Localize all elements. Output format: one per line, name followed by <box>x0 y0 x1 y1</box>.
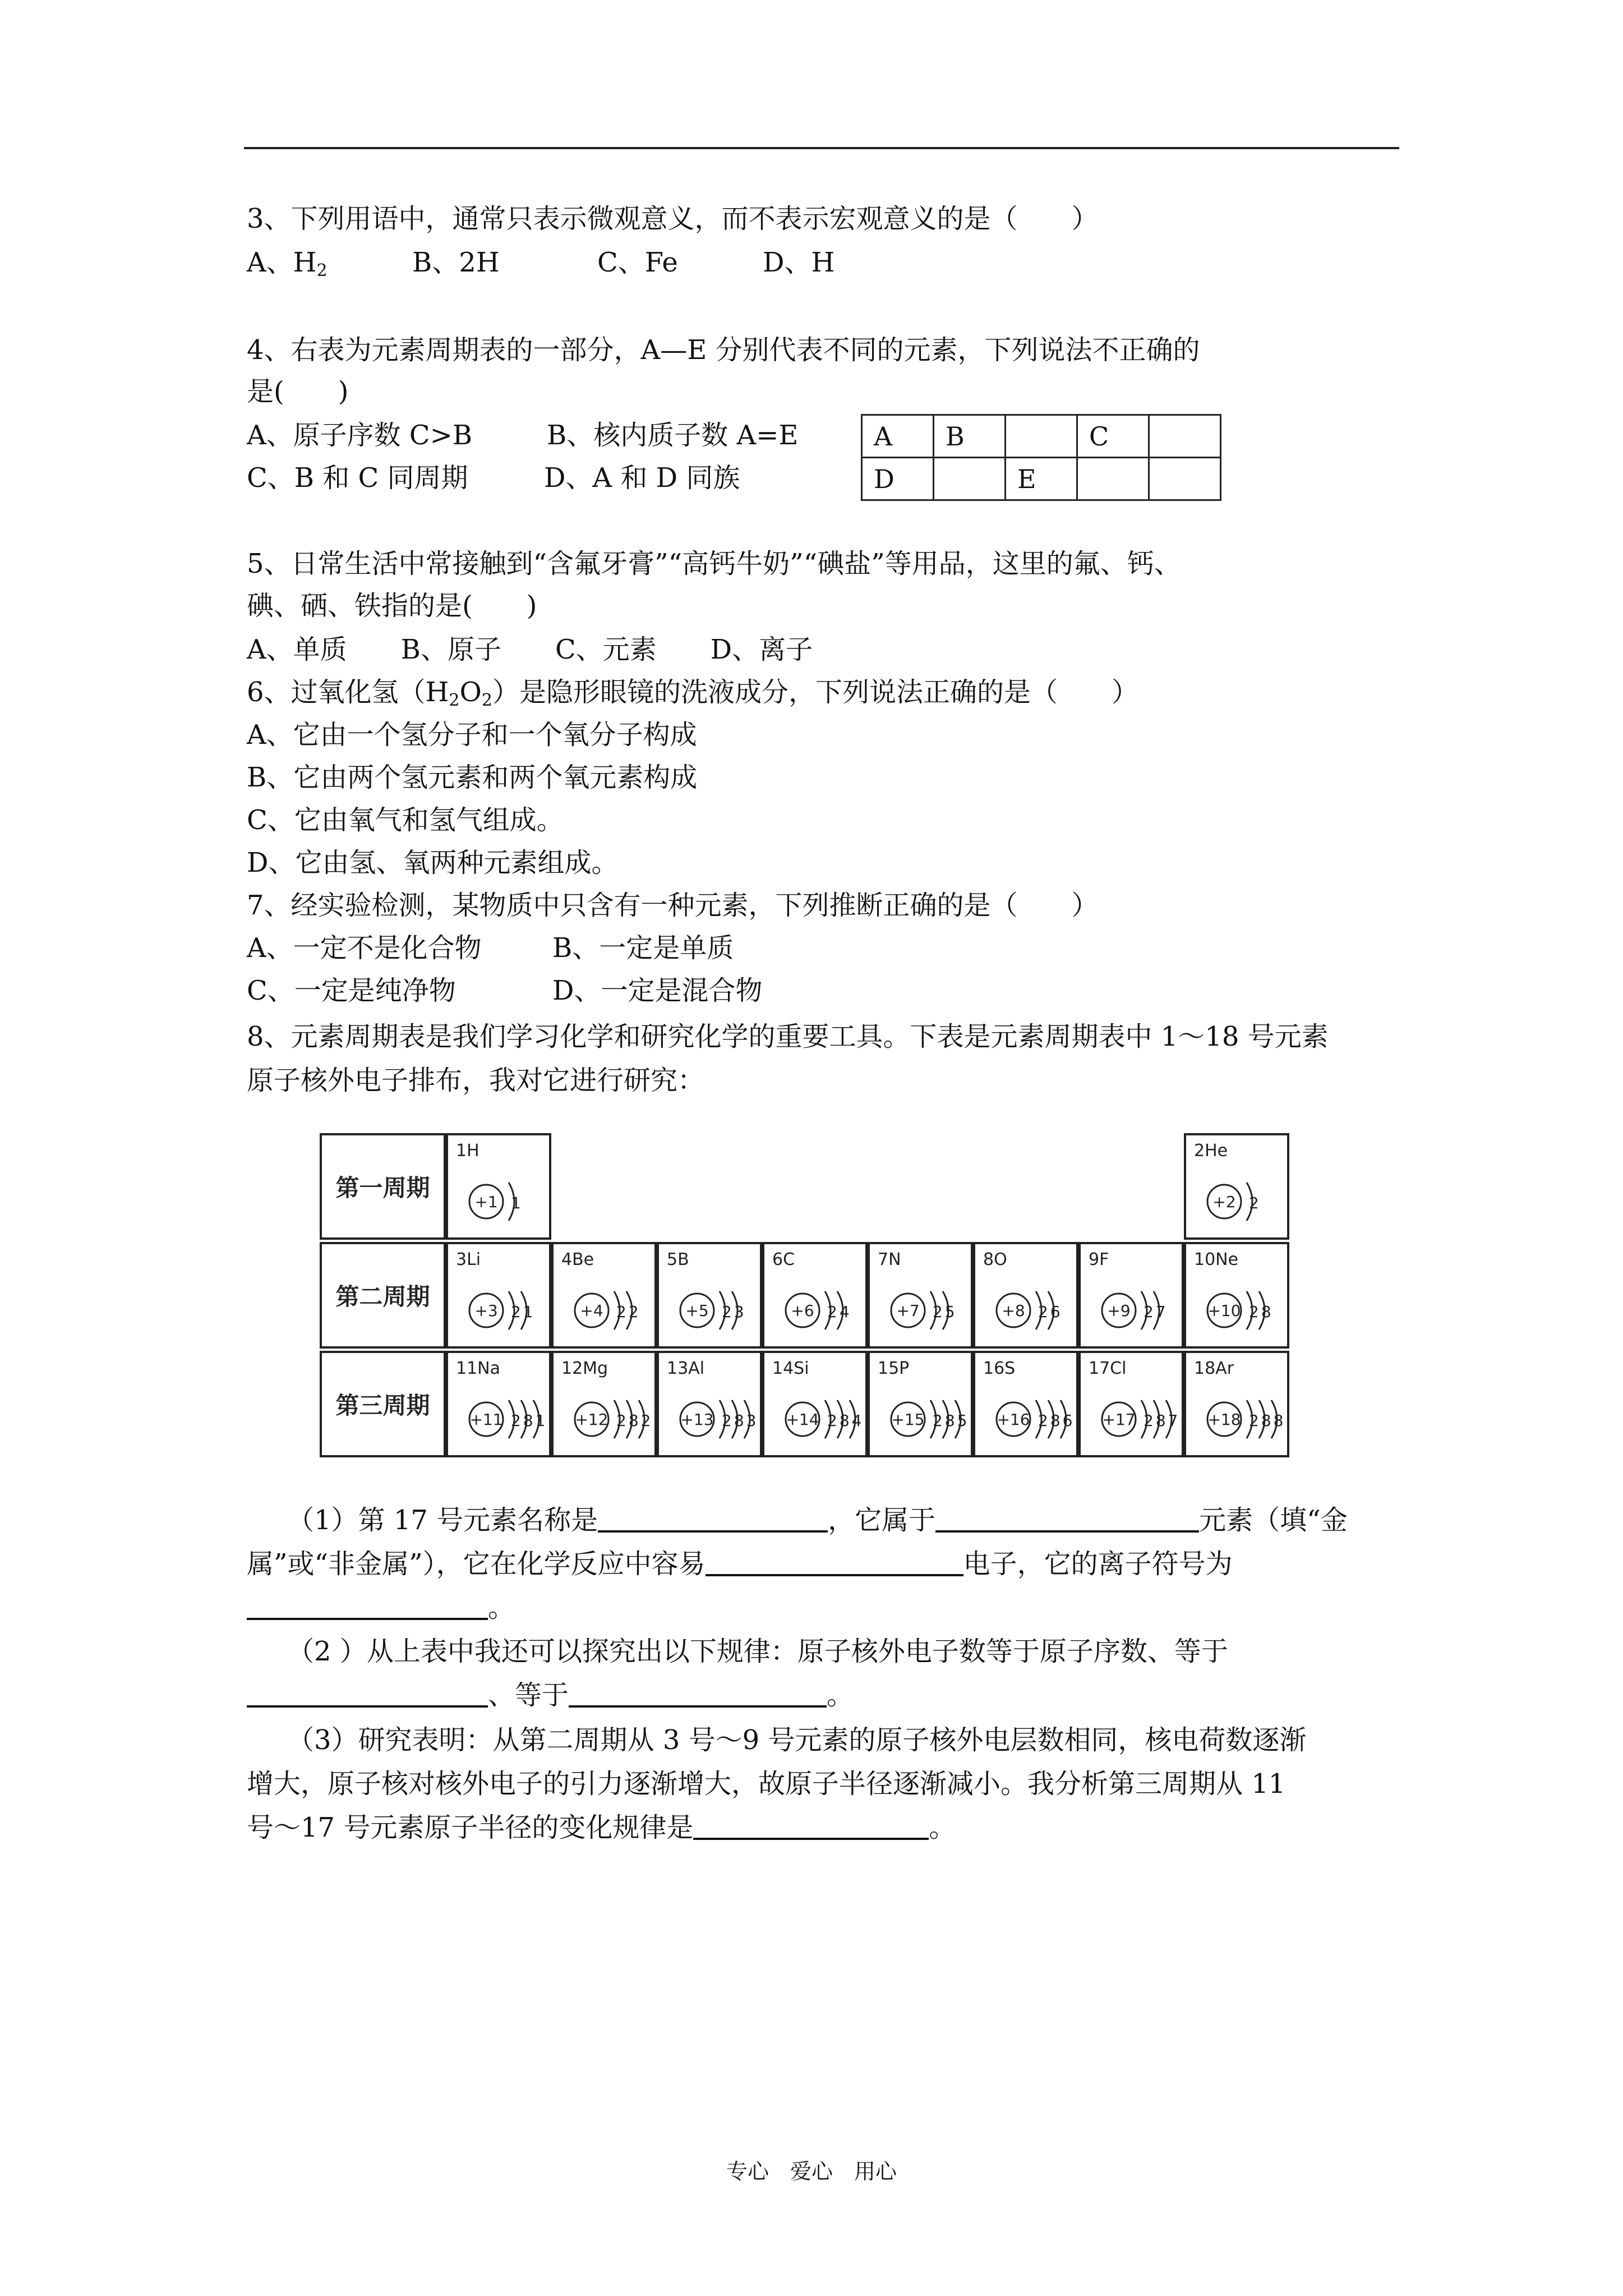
element-cell <box>551 1351 657 1457</box>
q3-option-d: D、H <box>763 247 835 278</box>
q4-periodic-table-excerpt <box>861 414 1221 501</box>
table-cell <box>1149 458 1221 500</box>
element-symbol: 11Na <box>456 1359 500 1378</box>
element-cell <box>657 1242 762 1349</box>
electron-counts: 22 <box>616 1303 641 1321</box>
nuclear-charge: +16 <box>997 1410 1030 1429</box>
nuclear-charge: +15 <box>891 1410 925 1429</box>
page-footer: 专心 爱心 用心 <box>726 2159 897 2184</box>
element-symbol: 3Li <box>456 1250 481 1269</box>
nuclear-charge: +17 <box>1102 1410 1136 1429</box>
q8-stem-line1: 8、元素周期表是我们学习化学和研究化学的重要工具。下表是元素周期表中 1～18 号元素 <box>247 1021 1329 1052</box>
electron-configuration-table <box>320 1133 1301 1458</box>
electron-counts: 24 <box>827 1303 852 1321</box>
element-symbol: 16S <box>983 1359 1016 1378</box>
q4-option-b: B、核内质子数 A=E <box>547 420 799 451</box>
nuclear-charge: +18 <box>1207 1410 1241 1429</box>
atom-structure-diagram <box>769 1270 864 1349</box>
q8-part3-line2: 增大，原子核对核外电子的引力逐渐增大，故原子半径逐渐减小。我分析第三周期从 11 <box>247 1768 1286 1800</box>
atom-structure-diagram <box>1191 1379 1286 1457</box>
electron-counts: 288 <box>1249 1411 1286 1430</box>
q6-option-c: C、它由氧气和氢气组成。 <box>247 804 564 836</box>
element-symbol: 13Al <box>667 1359 705 1378</box>
electron-counts: 2 <box>1249 1194 1261 1212</box>
electron-counts: 285 <box>933 1411 970 1430</box>
electron-counts: 283 <box>722 1411 759 1430</box>
element-cell <box>868 1351 973 1457</box>
q4-option-c: C、B 和 C 同周期 <box>247 462 468 494</box>
nuclear-charge: +2 <box>1212 1193 1236 1211</box>
atom-structure-diagram <box>453 1379 548 1457</box>
q4-option-d: D、A 和 D 同族 <box>544 462 740 494</box>
atom-structure-diagram <box>558 1270 653 1349</box>
period-label: 第二周期 <box>320 1242 446 1349</box>
table-cell: C <box>1077 415 1149 458</box>
q6-option-d: D、它由氢、氧两种元素组成。 <box>247 847 619 878</box>
electron-counts: 287 <box>1144 1411 1181 1430</box>
answer-blank[interactable] <box>247 1591 488 1620</box>
element-symbol: 15P <box>878 1359 910 1378</box>
q4-stem-line1: 4、右表为元素周期表的一部分，A—E 分别代表不同的元素，下列说法不正确的 <box>247 334 1200 366</box>
q7-option-b: B、一定是单质 <box>552 932 734 964</box>
electron-counts: 1 <box>511 1194 523 1212</box>
table-cell <box>934 458 1006 500</box>
q3-stem: 3、下列用语中，通常只表示微观意义，而不表示宏观意义的是（ ） <box>247 203 1099 234</box>
q8-part1-line1: （1）第 17 号元素名称是 ，它属于 元素（填“金 <box>301 1504 1348 1536</box>
q8-part3-line3: 号～17 号元素原子半径的变化规律是 。 <box>247 1812 956 1843</box>
element-cell <box>1184 1351 1289 1457</box>
element-symbol: 6C <box>772 1250 795 1269</box>
table-row <box>862 415 1221 458</box>
q6-option-b: B、它由两个氢元素和两个氧元素构成 <box>247 762 698 793</box>
nuclear-charge: +12 <box>575 1410 608 1429</box>
element-symbol: 7N <box>878 1250 901 1269</box>
answer-blank[interactable] <box>569 1678 827 1708</box>
q8-part2-line1: （2 ）从上表中我还可以探究出以下规律：原子核外电子数等于原子序数、等于 <box>301 1636 1228 1667</box>
nuclear-charge: +11 <box>469 1410 503 1429</box>
atom-structure-diagram <box>558 1379 653 1457</box>
nuclear-charge: +6 <box>791 1301 814 1320</box>
atom-structure-diagram <box>1085 1379 1181 1457</box>
electron-counts: 23 <box>722 1303 746 1321</box>
atom-structure-diagram <box>874 1379 970 1457</box>
q3-option-b: B、2H <box>412 247 500 278</box>
electron-counts: 26 <box>1038 1303 1063 1321</box>
table-cell: E <box>1006 458 1077 500</box>
element-symbol: 1H <box>456 1141 479 1161</box>
electron-counts: 284 <box>827 1411 864 1430</box>
element-symbol: 8O <box>983 1250 1007 1269</box>
atom-structure-diagram <box>453 1270 548 1349</box>
nuclear-charge: +3 <box>474 1301 498 1320</box>
table-cell: B <box>934 415 1006 458</box>
q6-stem: 6、过氧化氢$(H_2O_2)$是隐形眼镜的洗液成分，下列说法正确的是（ ） <box>247 677 1138 710</box>
q8-part1-line3: 。 <box>247 1591 515 1625</box>
q4-option-a: A、原子序数 C>B <box>247 420 473 451</box>
q8-part1-line2: 属”或“非金属”），它在化学反应中容易 电子，它的离子符号为 <box>247 1548 1233 1580</box>
nuclear-charge: +9 <box>1107 1301 1131 1320</box>
electron-counts: 286 <box>1038 1411 1075 1430</box>
q5-stem-line1: 5、日常生活中常接触到“含氟牙膏”“高钙牛奶”“碘盐”等用品，这里的氟、钙、 <box>247 548 1181 579</box>
element-symbol: 10Ne <box>1194 1250 1239 1269</box>
period-label: 第三周期 <box>320 1351 446 1457</box>
electron-counts: 21 <box>511 1303 536 1321</box>
answer-blank[interactable] <box>247 1678 488 1708</box>
nuclear-charge: +4 <box>580 1301 603 1320</box>
table-cell <box>1077 458 1149 500</box>
answer-blank[interactable] <box>935 1503 1199 1533</box>
table-cell <box>1006 415 1077 458</box>
table-cell: A <box>862 415 934 458</box>
element-cell <box>973 1242 1078 1349</box>
element-symbol: 17Cl <box>1089 1359 1127 1378</box>
q5-stem-line2: 碘、硒、铁指的是( ) <box>247 590 537 622</box>
electron-counts: 25 <box>933 1303 957 1321</box>
atom-structure-diagram <box>663 1379 759 1457</box>
element-cell <box>1184 1133 1289 1240</box>
atom-structure-diagram <box>874 1270 970 1349</box>
q7-option-c: C、一定是纯净物 <box>247 975 456 1006</box>
atom-structure-diagram <box>1085 1270 1181 1349</box>
element-cell <box>762 1351 868 1457</box>
q7-option-d: D、一定是混合物 <box>552 975 763 1006</box>
electron-counts: 282 <box>616 1411 653 1430</box>
element-symbol: 5B <box>667 1250 689 1269</box>
q8-part3-line1: （3）研究表明：从第二周期从 3 号～9 号元素的原子核外电层数相同，核电荷数逐渐 <box>301 1724 1307 1756</box>
element-cell <box>1184 1242 1289 1349</box>
nuclear-charge: +13 <box>680 1410 714 1429</box>
q5-options: A、单质 B、原子 C、元素 D、离子 <box>247 634 813 665</box>
atom-structure-diagram <box>980 1270 1075 1349</box>
element-cell <box>657 1351 762 1457</box>
atom-structure-diagram <box>1191 1270 1286 1349</box>
nuclear-charge: +14 <box>786 1410 819 1429</box>
element-cell <box>762 1242 868 1349</box>
atom-structure-diagram <box>1191 1161 1286 1240</box>
element-symbol: 4Be <box>561 1250 594 1269</box>
element-cell <box>868 1242 973 1349</box>
nuclear-charge: +8 <box>1002 1301 1025 1320</box>
q4-stem-line2: 是( ) <box>247 376 349 407</box>
q6-option-a: A、它由一个氢分子和一个氧分子构成 <box>247 719 697 751</box>
answer-blank[interactable] <box>598 1503 828 1533</box>
atom-structure-diagram <box>453 1161 548 1240</box>
table-cell <box>1149 415 1221 458</box>
nuclear-charge: +10 <box>1207 1301 1241 1320</box>
element-cell <box>1078 1242 1184 1349</box>
element-symbol: 12Mg <box>561 1359 608 1378</box>
electron-counts: 281 <box>511 1411 548 1430</box>
electron-counts: 27 <box>1144 1303 1168 1321</box>
q3-option-c: C、Fe <box>597 247 678 278</box>
q3-option-a: A、$H_2$ <box>247 247 328 280</box>
element-cell <box>446 1133 551 1240</box>
answer-blank[interactable] <box>706 1547 963 1576</box>
q7-stem: 7、经实验检测，某物质中只含有一种元素，下列推断正确的是（ ） <box>247 890 1099 921</box>
element-cell <box>446 1242 551 1349</box>
atom-structure-diagram <box>663 1270 759 1349</box>
header-rule <box>244 147 1399 149</box>
atom-structure-diagram <box>769 1379 864 1457</box>
answer-blank[interactable] <box>693 1811 929 1840</box>
element-symbol: 18Ar <box>1194 1359 1234 1378</box>
period-label: 第一周期 <box>320 1133 446 1240</box>
atom-structure-diagram <box>980 1379 1075 1457</box>
nuclear-charge: +7 <box>896 1301 920 1320</box>
nuclear-charge: +5 <box>685 1301 709 1320</box>
element-cell <box>1078 1351 1184 1457</box>
element-symbol: 2He <box>1194 1141 1228 1161</box>
q8-stem-line2: 原子核外电子排布，我对它进行研究： <box>247 1065 705 1096</box>
element-symbol: 14Si <box>772 1359 809 1378</box>
q8-part2-line2: 、等于 。 <box>247 1678 854 1712</box>
element-cell <box>551 1242 657 1349</box>
table-row <box>862 458 1221 500</box>
q7-option-a: A、一定不是化合物 <box>247 932 482 964</box>
element-cell <box>446 1351 551 1457</box>
electron-counts: 28 <box>1249 1303 1274 1321</box>
element-symbol: 9F <box>1089 1250 1109 1269</box>
table-cell: D <box>862 458 934 500</box>
element-cell <box>973 1351 1078 1457</box>
nuclear-charge: +1 <box>474 1193 498 1211</box>
